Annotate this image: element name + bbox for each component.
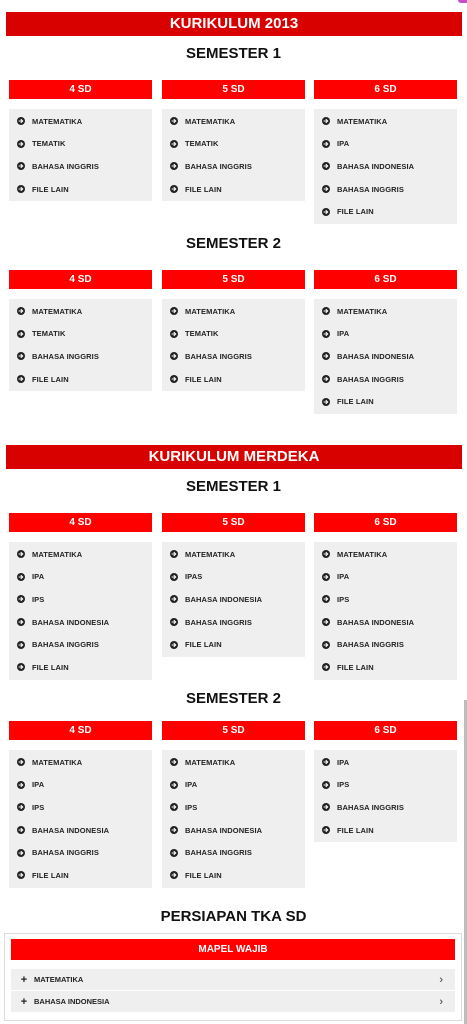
subject-link[interactable]: [162, 110, 305, 133]
subject-link[interactable]: [9, 588, 152, 611]
arrow-circle-right-icon: [17, 162, 25, 170]
arrow-circle-right-icon: [170, 185, 178, 193]
arrow-circle-right-icon: [322, 162, 330, 170]
merdeka-sem2-subject-list-6sd: [314, 750, 457, 842]
arrow-circle-right-icon: [322, 781, 330, 789]
subject-link[interactable]: [9, 566, 152, 589]
subject-label: MATEMATIKA: [32, 306, 83, 316]
arrow-circle-right-icon: [170, 307, 178, 315]
subject-link[interactable]: [314, 588, 457, 611]
subject-link[interactable]: [9, 110, 152, 133]
arrow-circle-right-icon: [322, 352, 330, 360]
arrow-circle-right-icon: [170, 375, 178, 383]
arrow-circle-right-icon: [170, 803, 178, 811]
merdeka-sem1-subject-list-6sd: [314, 542, 457, 680]
mapel-wajib-header: MAPEL WAJIB: [11, 939, 455, 960]
subject-label: BAHASA INGGRIS: [32, 351, 99, 361]
subject-link[interactable]: [314, 543, 457, 566]
tka-accordion-bahasa-indonesia[interactable]: [11, 991, 455, 1012]
subject-link[interactable]: [314, 300, 457, 323]
subject-link[interactable]: [162, 566, 305, 589]
subject-link[interactable]: [162, 796, 305, 819]
subject-link[interactable]: [314, 133, 457, 156]
subject-link[interactable]: [9, 611, 152, 634]
subject-label: BAHASA INGGRIS: [337, 802, 404, 812]
subject-label: FILE LAIN: [185, 640, 222, 650]
subject-label: IPS: [32, 594, 45, 604]
subject-link[interactable]: [162, 155, 305, 178]
arrow-circle-right-icon: [322, 550, 330, 558]
subject-label: MATEMATIKA: [185, 116, 236, 126]
subject-label: BAHASA INDONESIA: [185, 825, 263, 835]
arrow-circle-right-icon: [170, 573, 178, 581]
subject-label: BAHASA INDONESIA: [337, 617, 415, 627]
subject-link[interactable]: [9, 864, 152, 887]
subject-label: FILE LAIN: [185, 184, 222, 194]
k13-sem1-grade-header-6sd: 6 SD: [314, 80, 457, 99]
curriculum-merdeka-banner: KURIKULUM MERDEKA: [6, 445, 462, 469]
subject-link[interactable]: [9, 155, 152, 178]
subject-link[interactable]: [162, 751, 305, 774]
subject-label: BAHASA INDONESIA: [32, 825, 110, 835]
arrow-circle-right-icon: [170, 618, 178, 626]
arrow-circle-right-icon: [17, 663, 25, 671]
k13-sem2-grade-header-6sd: 6 SD: [314, 270, 457, 289]
arrow-circle-right-icon: [170, 849, 178, 857]
subject-label: IPA: [337, 572, 350, 582]
subject-link[interactable]: [9, 796, 152, 819]
subject-label: MATEMATIKA: [32, 116, 83, 126]
subject-label: IPA: [32, 780, 45, 790]
accordion-label: MATEMATIKA: [34, 975, 84, 984]
merdeka-sem1-subject-list-5sd: [162, 542, 305, 657]
subject-label: MATEMATIKA: [337, 116, 388, 126]
arrow-circle-right-icon: [170, 162, 178, 170]
arrow-circle-right-icon: [17, 550, 25, 558]
subject-link[interactable]: [314, 796, 457, 819]
arrow-circle-right-icon: [322, 398, 330, 406]
subject-label: IPA: [337, 757, 350, 767]
arrow-circle-right-icon: [170, 826, 178, 834]
subject-link[interactable]: [162, 300, 305, 323]
subject-link[interactable]: [314, 774, 457, 797]
subject-label: BAHASA INGGRIS: [337, 184, 404, 194]
subject-link[interactable]: [162, 543, 305, 566]
subject-label: MATEMATIKA: [337, 549, 388, 559]
arrow-circle-right-icon: [170, 758, 178, 766]
accordion-label: BAHASA INDONESIA: [34, 997, 110, 1006]
tka-accordion-matematika[interactable]: [11, 969, 455, 990]
k13-sem2-grade-header-4sd: 4 SD: [9, 270, 152, 289]
subject-label: IPS: [337, 780, 350, 790]
arrow-circle-right-icon: [17, 871, 25, 879]
subject-link[interactable]: [9, 368, 152, 391]
subject-label: IPAS: [185, 572, 203, 582]
subject-label: BAHASA INDONESIA: [337, 351, 415, 361]
subject-label: IPA: [32, 572, 45, 582]
merdeka-sem2-grade-header-5sd: 5 SD: [162, 721, 305, 740]
arrow-circle-right-icon: [322, 758, 330, 766]
subject-link[interactable]: [162, 611, 305, 634]
subject-link[interactable]: [162, 178, 305, 201]
merdeka-sem1-subject-list-4sd: [9, 542, 152, 680]
k13-sem2-subject-list-5sd: [162, 299, 305, 391]
arrow-circle-right-icon: [170, 140, 178, 148]
subject-label: IPS: [32, 802, 45, 812]
subject-label: BAHASA INGGRIS: [185, 161, 252, 171]
subject-link[interactable]: [162, 633, 305, 656]
arrow-circle-right-icon: [17, 758, 25, 766]
arrow-circle-right-icon: [17, 595, 25, 603]
subject-label: FILE LAIN: [185, 870, 222, 880]
subject-label: MATEMATIKA: [32, 757, 83, 767]
tka-card: [4, 933, 462, 1021]
k13-sem1-grade-header-4sd: 4 SD: [9, 80, 152, 99]
arrow-circle-right-icon: [170, 781, 178, 789]
arrow-circle-right-icon: [17, 117, 25, 125]
arrow-circle-right-icon: [17, 185, 25, 193]
subject-link[interactable]: [162, 133, 305, 156]
merdeka-semester-2-title: SEMESTER 2: [185, 690, 282, 707]
subject-label: BAHASA INGGRIS: [337, 374, 404, 384]
merdeka-semester-1-title: SEMESTER 1: [185, 478, 282, 495]
subject-link[interactable]: [9, 133, 152, 156]
arrow-circle-right-icon: [170, 330, 178, 338]
k13-semester-2-title: SEMESTER 2: [185, 235, 282, 252]
subject-link[interactable]: [162, 819, 305, 842]
subject-link[interactable]: [314, 323, 457, 346]
subject-label: IPS: [185, 802, 198, 812]
arrow-circle-right-icon: [322, 117, 330, 125]
subject-label: MATEMATIKA: [32, 549, 83, 559]
subject-link[interactable]: [162, 345, 305, 368]
arrow-circle-right-icon: [17, 803, 25, 811]
subject-link[interactable]: [314, 566, 457, 589]
arrow-circle-right-icon: [170, 871, 178, 879]
arrow-circle-right-icon: [322, 140, 330, 148]
subject-label: MATEMATIKA: [185, 549, 236, 559]
arrow-circle-right-icon: [17, 375, 25, 383]
arrow-circle-right-icon: [322, 375, 330, 383]
subject-label: BAHASA INGGRIS: [185, 617, 252, 627]
subject-label: MATEMATIKA: [337, 306, 388, 316]
arrow-circle-right-icon: [170, 117, 178, 125]
arrow-circle-right-icon: [170, 352, 178, 360]
subject-label: BAHASA INGGRIS: [32, 161, 99, 171]
subject-link[interactable]: [314, 633, 457, 656]
subject-label: TEMATIK: [32, 329, 66, 339]
merdeka-sem1-grade-header-4sd: 4 SD: [9, 513, 152, 532]
merdeka-sem1-grade-header-5sd: 5 SD: [162, 513, 305, 532]
arrow-circle-right-icon: [17, 618, 25, 626]
subject-label: FILE LAIN: [337, 397, 374, 407]
subject-label: IPS: [337, 594, 350, 604]
arrow-circle-right-icon: [322, 641, 330, 649]
subject-label: BAHASA INGGRIS: [32, 640, 99, 650]
subject-label: BAHASA INDONESIA: [185, 594, 263, 604]
subject-link[interactable]: [9, 543, 152, 566]
k13-semester-1-title: SEMESTER 1: [185, 45, 282, 62]
subject-label: FILE LAIN: [32, 184, 69, 194]
chevron-right-icon: ›: [439, 973, 443, 986]
k13-sem1-subject-list-4sd: [9, 109, 152, 201]
arrow-circle-right-icon: [322, 573, 330, 581]
subject-label: FILE LAIN: [32, 870, 69, 880]
subject-label: TEMATIK: [32, 139, 66, 149]
subject-link[interactable]: [9, 841, 152, 864]
subject-link[interactable]: [162, 368, 305, 391]
arrow-circle-right-icon: [17, 307, 25, 315]
arrow-circle-right-icon: [17, 781, 25, 789]
merdeka-sem2-subject-list-5sd: [162, 750, 305, 888]
subject-link[interactable]: [314, 368, 457, 391]
subject-label: IPA: [337, 139, 350, 149]
subject-link[interactable]: [9, 819, 152, 842]
curriculum-2013-banner: KURIKULUM 2013: [6, 12, 462, 36]
arrow-circle-right-icon: [322, 208, 330, 216]
subject-label: TEMATIK: [185, 139, 219, 149]
subject-link[interactable]: [314, 819, 457, 842]
k13-sem1-subject-list-5sd: [162, 109, 305, 201]
subject-link[interactable]: [314, 178, 457, 201]
subject-link[interactable]: [314, 611, 457, 634]
k13-sem2-subject-list-4sd: [9, 299, 152, 391]
arrow-circle-right-icon: [322, 826, 330, 834]
merdeka-sem1-grade-header-6sd: 6 SD: [314, 513, 457, 532]
plus-icon: +: [20, 973, 28, 986]
subject-label: BAHASA INGGRIS: [185, 848, 252, 858]
subject-label: MATEMATIKA: [185, 757, 236, 767]
subject-label: FILE LAIN: [32, 374, 69, 384]
arrow-circle-right-icon: [17, 641, 25, 649]
subject-link[interactable]: [9, 656, 152, 679]
subject-label: FILE LAIN: [337, 207, 374, 217]
subject-label: IPA: [185, 780, 198, 790]
subject-label: FILE LAIN: [185, 374, 222, 384]
plus-icon: +: [20, 995, 28, 1008]
subject-link[interactable]: [9, 178, 152, 201]
subject-link[interactable]: [314, 155, 457, 178]
subject-label: IPA: [337, 329, 350, 339]
arrow-circle-right-icon: [170, 550, 178, 558]
subject-label: FILE LAIN: [337, 825, 374, 835]
subject-link[interactable]: [314, 656, 457, 679]
arrow-circle-right-icon: [17, 330, 25, 338]
arrow-circle-right-icon: [322, 307, 330, 315]
subject-link[interactable]: [314, 110, 457, 133]
arrow-circle-right-icon: [322, 663, 330, 671]
merdeka-sem2-grade-header-4sd: 4 SD: [9, 721, 152, 740]
subject-label: BAHASA INDONESIA: [337, 161, 415, 171]
subject-label: TEMATIK: [185, 329, 219, 339]
subject-link[interactable]: [9, 323, 152, 346]
chevron-right-icon: ›: [439, 995, 443, 1008]
k13-sem2-subject-list-6sd: [314, 299, 457, 414]
subject-label: FILE LAIN: [32, 662, 69, 672]
subject-link[interactable]: [162, 774, 305, 797]
k13-sem1-subject-list-6sd: [314, 109, 457, 224]
subject-label: MATEMATIKA: [185, 306, 236, 316]
merdeka-sem2-subject-list-4sd: [9, 750, 152, 888]
subject-link[interactable]: [314, 751, 457, 774]
subject-link[interactable]: [314, 200, 457, 223]
subject-link[interactable]: [162, 864, 305, 887]
subject-link[interactable]: [162, 841, 305, 864]
subject-label: BAHASA INGGRIS: [185, 351, 252, 361]
subject-label: BAHASA INDONESIA: [32, 617, 110, 627]
arrow-circle-right-icon: [322, 595, 330, 603]
scroll-corner-indicator: [458, 0, 467, 3]
subject-link[interactable]: [162, 323, 305, 346]
subject-link[interactable]: [314, 390, 457, 413]
arrow-circle-right-icon: [170, 595, 178, 603]
subject-link[interactable]: [9, 774, 152, 797]
subject-link[interactable]: [9, 345, 152, 368]
arrow-circle-right-icon: [322, 803, 330, 811]
arrow-circle-right-icon: [17, 140, 25, 148]
k13-sem1-grade-header-5sd: 5 SD: [162, 80, 305, 99]
arrow-circle-right-icon: [17, 849, 25, 857]
arrow-circle-right-icon: [17, 573, 25, 581]
subject-link[interactable]: [314, 345, 457, 368]
subject-label: BAHASA INGGRIS: [337, 640, 404, 650]
arrow-circle-right-icon: [322, 185, 330, 193]
arrow-circle-right-icon: [170, 641, 178, 649]
merdeka-sem2-grade-header-6sd: 6 SD: [314, 721, 457, 740]
subject-link[interactable]: [9, 751, 152, 774]
arrow-circle-right-icon: [322, 618, 330, 626]
arrow-circle-right-icon: [322, 330, 330, 338]
subject-link[interactable]: [162, 588, 305, 611]
tka-section-title: PERSIAPAN TKA SD: [160, 908, 307, 925]
subject-label: BAHASA INGGRIS: [32, 848, 99, 858]
arrow-circle-right-icon: [17, 826, 25, 834]
k13-sem2-grade-header-5sd: 5 SD: [162, 270, 305, 289]
subject-link[interactable]: [9, 633, 152, 656]
arrow-circle-right-icon: [17, 352, 25, 360]
subject-link[interactable]: [9, 300, 152, 323]
subject-label: FILE LAIN: [337, 662, 374, 672]
